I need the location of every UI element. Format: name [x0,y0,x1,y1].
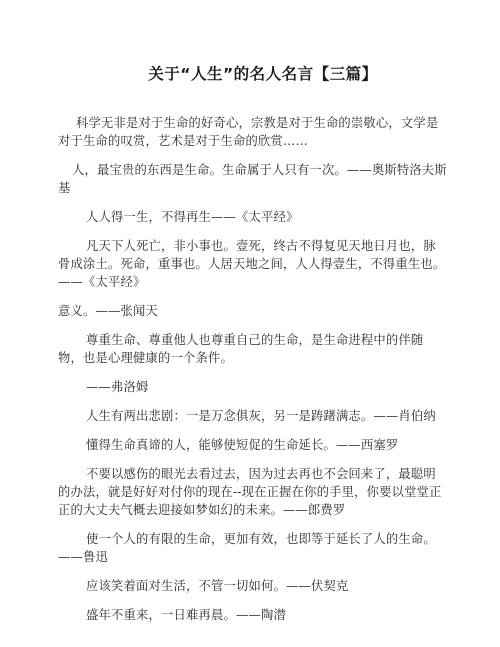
paragraph-quote: 人生有两出悲剧：一是万念俱灰，另一是踌躇满志。——肖伯纳 [86,409,436,423]
paragraph-quote: 意义。——张闻天 [58,304,158,318]
paragraph-quote: 科学无非是对于生命的好奇心，宗教是对于生命的崇敬心，文学是对于生命的叹赏，艺术是对于生命的欣赏…… [58,116,439,148]
paragraph-quote: 懂得生命真谛的人，能够使短促的生命延长。——西塞罗 [86,438,399,452]
paragraph-quote: 不要以感伤的眼光去看过去，因为过去再也不会回来了，最聪明的办法，就是好好对付你的现在--现在正握在你的手里，你要以堂堂正正的大丈夫气概去迎接如梦如幻的未来。——郎费罗 [58,467,442,517]
paragraph-quote: 凡天下人死亡，非小事也。壹死，终古不得复见天地日月也，脉骨成涂土。死命，重事也。人居天地之间，人人得壹生，不得重生也。——《太平经》 [58,239,446,289]
paragraph-attribution: ——弗洛姆 [86,380,149,394]
paragraph-quote: 应该笑着面对生活，不管一切如何。——伏契克 [86,579,349,593]
paragraph-quote: 尊重生命、尊重他人也尊重自己的生命，是生命进程中的伴随物，也是心理健康的一个条件。 [58,333,424,365]
document-title: 关于“人生”的名人名言【三篇】 [148,65,378,83]
paragraph-quote: 使一个人的有限的生命，更加有效，也即等于延长了人的生命。——鲁迅 [58,532,436,564]
paragraph-quote: 盛年不重来，一日难再晨。——陶潜 [86,608,286,622]
paragraph-quote: 人人得一生，不得再生——《太平经》 [86,210,299,224]
paragraph-quote: 人，最宝贵的东西是生命。生命属于人只有一次。——奥斯特洛夫斯基 [58,163,447,195]
